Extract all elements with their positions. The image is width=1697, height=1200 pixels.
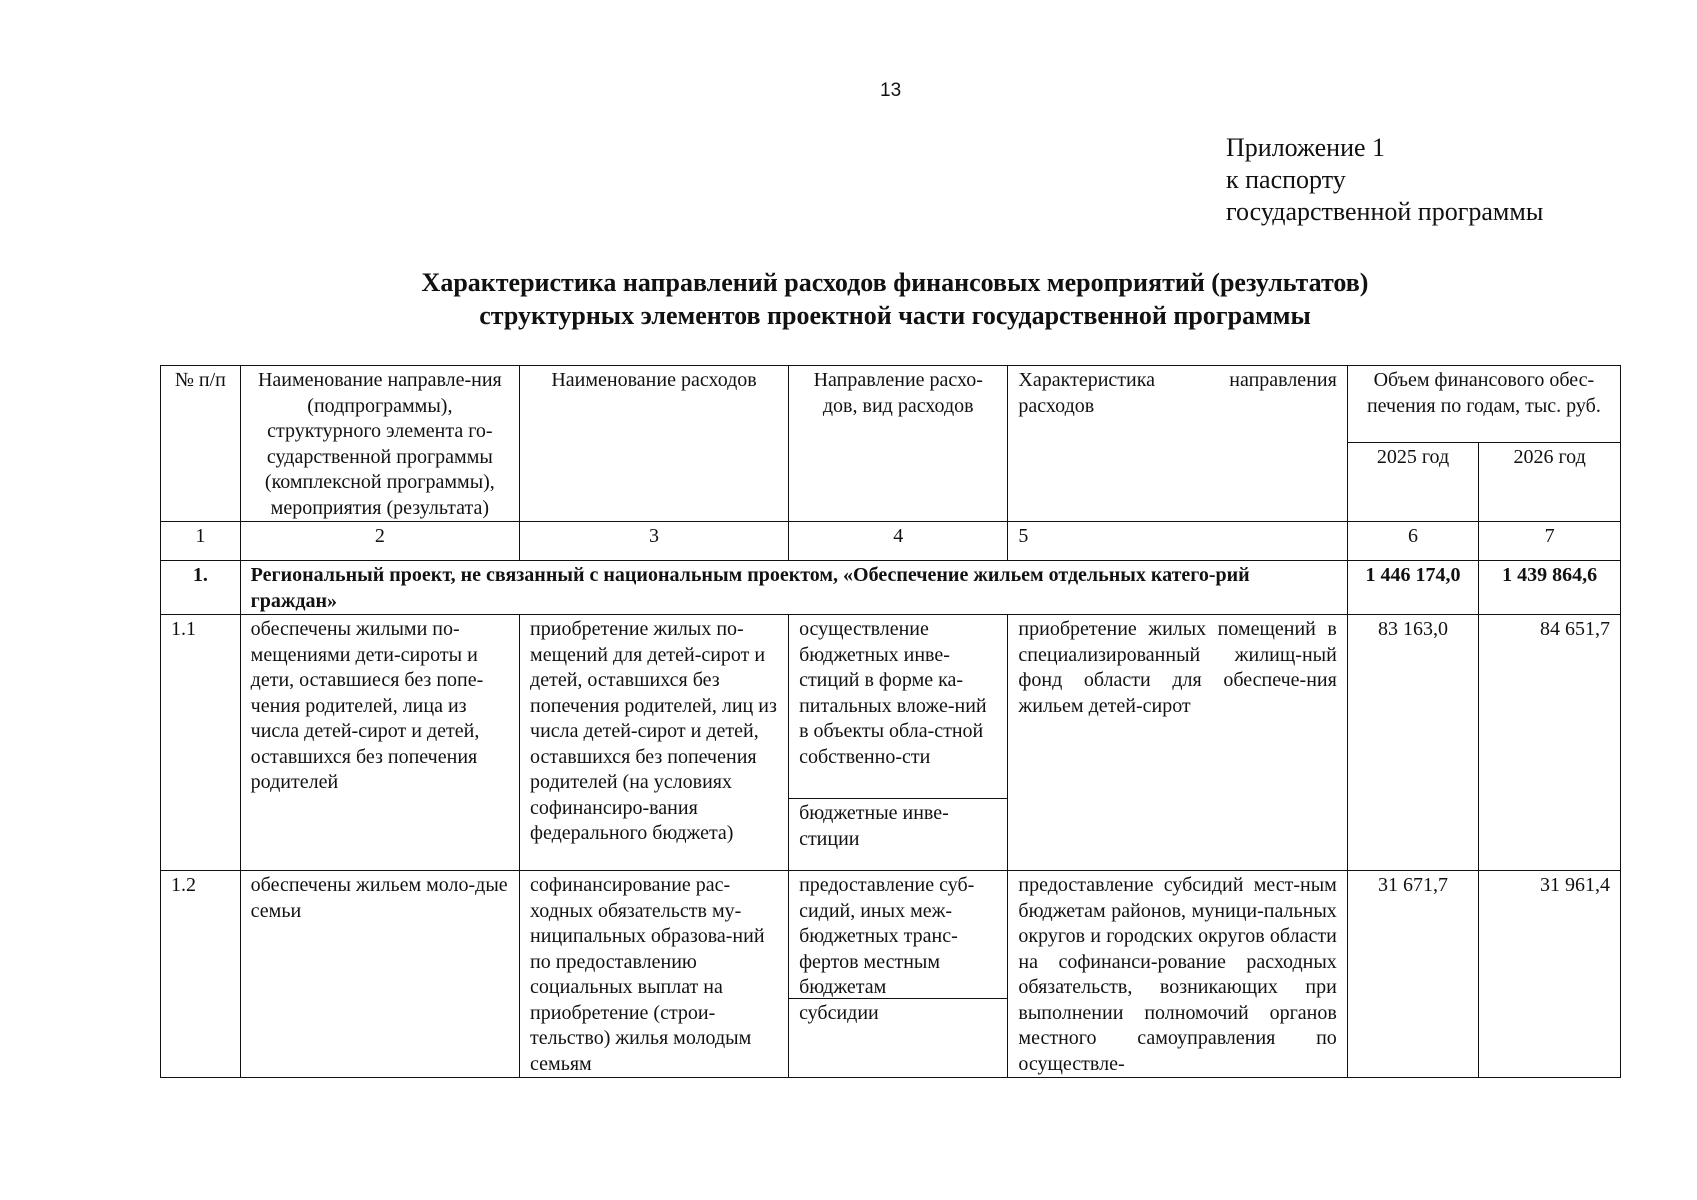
column-number: 5 xyxy=(1008,522,1347,561)
header-direction: Направление расхо-дов, вид расходов xyxy=(789,366,1008,522)
page-number: 13 xyxy=(880,80,902,101)
row-direction: осуществление бюджетных инве-стиций в форме ка-питальных вложе-ний в объекты обла-стной собственно-сти xyxy=(789,615,1007,799)
section-amount-2026: 1 439 864,6 xyxy=(1479,561,1621,615)
row-number: 1.2 xyxy=(161,871,241,1078)
row-kind: субсидии xyxy=(799,1002,879,1024)
header-year-2025: 2025 год xyxy=(1347,442,1478,521)
title-line-2: структурных элементов проектной части государственной программы xyxy=(479,301,1311,330)
expenses-table xyxy=(160,365,1621,1078)
column-number: 4 xyxy=(789,522,1008,561)
section-amount-2025: 1 446 174,0 xyxy=(1347,561,1478,615)
table-row xyxy=(161,615,1621,871)
header-expense: Наименование расходов xyxy=(520,366,789,522)
section-number: 1. xyxy=(161,561,241,615)
appendix-line-3: государственной программы xyxy=(1226,197,1544,226)
table-header-row xyxy=(161,366,1621,443)
title-line-1: Характеристика направлений расходов финансовых мероприятий (результатов) xyxy=(421,268,1369,297)
table-row xyxy=(161,871,1621,1078)
row-characteristic: приобретение жилых помещений в специализированный жилищ-ный фонд области для обеспече-ния жильем детей-сирот xyxy=(1008,615,1347,871)
row-amount-2025: 83 163,0 xyxy=(1347,615,1478,871)
column-number: 6 xyxy=(1347,522,1478,561)
row-direction-cell xyxy=(789,615,1008,871)
row-characteristic: предоставление субсидий мест-ным бюджетам районов, муници-пальных округов и городских округов области на софинанси-рование расходных обязательств, возникающих при выполнении полномочий органов местного самоуправления по осуществле- xyxy=(1008,871,1347,1078)
appendix-caption xyxy=(1226,132,1543,228)
row-expense: софинансирование рас-ходных обязательств му-ниципальных образова-ний по предоставлению социальных выплат на приобретение (строи-тельство) жилья молодым семьям xyxy=(520,871,789,1078)
column-number: 2 xyxy=(240,522,519,561)
section-name: Региональный проект, не связанный с национальным проектом, «Обеспечение жильем отдельных катего-рий граждан» xyxy=(240,561,1347,615)
row-name: обеспечены жилыми по-мещениями дети-сироты и дети, оставшиеся без попе-чения родителей, лица из числа детей-сирот и детей, оставшихся без попечения родителей xyxy=(240,615,519,871)
appendix-line-2: к паспорту xyxy=(1226,165,1346,194)
column-number: 1 xyxy=(161,522,241,561)
row-name: обеспечены жильем моло-дые семьи xyxy=(240,871,519,1078)
section-row xyxy=(161,561,1621,615)
row-expense: приобретение жилых по-мещений для детей-сирот и детей, оставшихся без попечения родителей, лиц из числа детей-сирот и детей, оставшихся без попечения родителей (на условиях софинансиро-вания федерального бюджета) xyxy=(520,615,789,871)
column-number: 3 xyxy=(520,522,789,561)
row-direction: предоставление суб-сидий, иных меж-бюджетных транс-фертов местным бюджетам xyxy=(789,871,1007,999)
row-amount-2026: 84 651,7 xyxy=(1479,615,1621,871)
row-number: 1.1 xyxy=(161,615,241,871)
column-numbers-row xyxy=(161,522,1621,561)
header-funding: Объем финансового обес-печения по годам, тыс. руб. xyxy=(1347,366,1620,443)
document-title xyxy=(150,266,1640,332)
row-amount-2026: 31 961,4 xyxy=(1479,871,1621,1078)
header-number: № п/п xyxy=(161,366,241,522)
row-kind: бюджетные инве-стиции xyxy=(799,802,949,850)
header-name: Наименование направле-ния (подпрограммы), структурного элемента го-сударственной программы (комплексной программы), мероприятия (результата) xyxy=(240,366,519,522)
header-characteristic: Характеристика направления расходов xyxy=(1008,366,1347,522)
row-direction-cell xyxy=(789,871,1008,1078)
header-year-2026: 2026 год xyxy=(1479,442,1621,521)
appendix-line-1: Приложение 1 xyxy=(1226,133,1386,162)
column-number: 7 xyxy=(1479,522,1621,561)
row-amount-2025: 31 671,7 xyxy=(1347,871,1478,1078)
